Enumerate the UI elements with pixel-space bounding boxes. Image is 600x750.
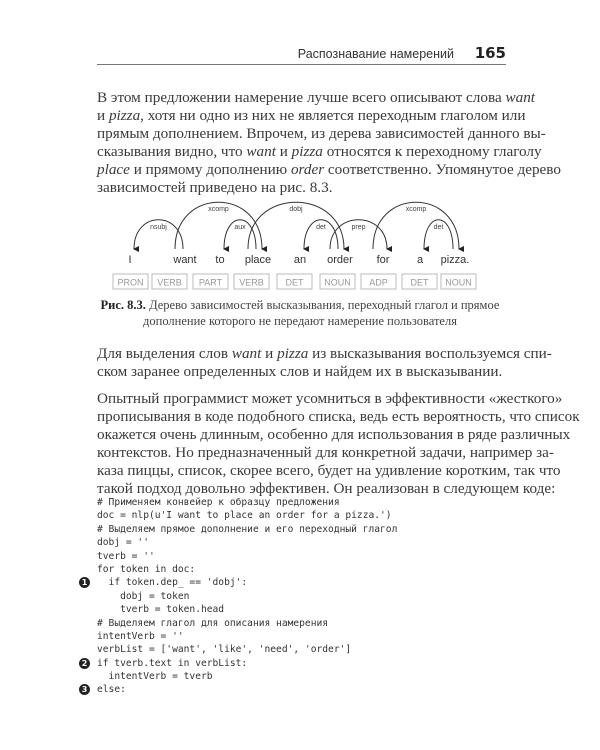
- text-line: [97, 363, 506, 381]
- text-run: В этом предложении намерение лучше всего описывают слова: [97, 89, 506, 106]
- token-word: I: [128, 254, 132, 266]
- code-line: [81, 576, 397, 589]
- text-line: [97, 408, 580, 426]
- emphasized-word: place: [97, 161, 130, 178]
- emphasized-word: want: [505, 89, 536, 106]
- pos-tag-label: ADP: [369, 277, 388, 288]
- code-line: [97, 536, 397, 549]
- pos-tag-label: NOUN: [445, 277, 472, 288]
- emphasized-word: pizza: [277, 345, 309, 362]
- code-line: [97, 670, 397, 683]
- code-text: if tverb.text in verbList:: [97, 657, 248, 669]
- paragraph-2: [97, 345, 552, 381]
- text-run: сказывания видно, что: [97, 143, 247, 160]
- pos-tag-label: DET: [285, 277, 304, 288]
- token-word: want: [173, 254, 197, 266]
- code-line: [97, 643, 397, 656]
- code-text: # Выделяем глагол для описания намерения: [97, 617, 329, 629]
- text-line: [97, 426, 571, 444]
- text-run: из высказывания воспользуемся спи-: [308, 345, 552, 362]
- code-line: [97, 590, 397, 603]
- paragraph-1: [97, 89, 561, 197]
- code-line: [97, 509, 397, 522]
- text-run: и: [275, 143, 292, 160]
- text-line: [97, 125, 546, 143]
- text-run: Опытный программист может усомниться в эффективности «жесткого»: [97, 390, 563, 407]
- code-line: [97, 617, 397, 630]
- text-run: контекстов. Но предназначенный для конкретной задачи, например за-: [97, 444, 554, 461]
- code-text: intentVerb = '': [97, 630, 184, 642]
- code-text: else:: [97, 684, 126, 696]
- code-text: dobj = token: [97, 590, 190, 602]
- code-line: [81, 683, 397, 696]
- dependency-label: xcomp: [208, 206, 229, 214]
- pos-tag-label: NOUN: [324, 277, 351, 288]
- chapter-title: Распознавание намерений: [297, 47, 454, 61]
- emphasized-word: pizza: [291, 143, 323, 160]
- token-word: order: [327, 254, 353, 266]
- caption-line-2: дополнение которого не передают намерение пользователя: [143, 314, 457, 328]
- code-line: [97, 496, 397, 509]
- token-word: place: [244, 254, 272, 266]
- code-line: [97, 630, 397, 643]
- callout-marker: 2: [79, 658, 90, 669]
- text-run: , хотя ни одно из них не является переходным глаголом или: [140, 107, 526, 124]
- text-line: [97, 390, 563, 408]
- text-line: [97, 462, 561, 480]
- text-run: прямым дополнением. Впрочем, из дерева зависимостей данного вы-: [97, 125, 546, 142]
- dependency-label: dobj: [289, 206, 303, 214]
- figure-caption: [80, 297, 520, 329]
- code-text: for token in doc:: [97, 563, 196, 575]
- text-run: ском заранее определенных слов и найдем их в высказывании.: [97, 363, 503, 380]
- token-word: for: [376, 254, 390, 266]
- code-line: [97, 550, 397, 563]
- text-line: [97, 107, 526, 125]
- pos-tag-label: PART: [198, 277, 223, 288]
- text-run: и прямому дополнению: [129, 161, 291, 178]
- dependency-tree-figure: [0, 200, 600, 295]
- emphasized-word: want: [246, 143, 276, 160]
- code-text: if token.dep_ == 'dobj':: [97, 577, 248, 589]
- text-run: соответственно. Упомянутое дерево: [324, 161, 561, 178]
- callout-marker: 3: [79, 684, 90, 695]
- running-header: [97, 44, 506, 65]
- text-run: Для выделения слов: [97, 345, 232, 362]
- pos-tag-label: DET: [410, 277, 429, 288]
- dependency-label: nsubj: [150, 223, 167, 231]
- dependency-label: aux: [234, 223, 246, 231]
- text-run: зависимостей приведено на рис. 8.3.: [97, 179, 333, 196]
- code-line: [97, 603, 397, 616]
- caption-label: Рис. 8.3.: [100, 298, 146, 312]
- text-run: каза пиццы, список, скорее всего, будет на удивление коротким, так что: [97, 462, 561, 479]
- dependency-label: prep: [351, 223, 366, 231]
- text-run: окажется очень длинным, особенно для использования в ряде различных: [97, 426, 571, 443]
- text-run: такой подход довольно эффективен. Он реализован в следующем коде:: [97, 480, 556, 497]
- pos-tag-label: PRON: [117, 277, 144, 288]
- code-text: # Выделяем прямое дополнение и его переходный глагол: [97, 523, 398, 535]
- emphasized-word: pizza: [108, 107, 141, 124]
- dependency-label: det: [433, 223, 444, 231]
- text-run: и: [97, 107, 109, 124]
- token-word: to: [215, 254, 225, 266]
- code-line: [97, 563, 397, 576]
- token-word: pizza.: [440, 254, 470, 266]
- code-text: tverb = token.head: [97, 604, 225, 616]
- code-line: [97, 523, 397, 536]
- page-number: 165: [474, 44, 506, 62]
- token-word: an: [293, 254, 307, 266]
- text-run: и: [261, 345, 278, 362]
- dependency-label: det: [316, 223, 326, 231]
- code-line: [81, 657, 397, 670]
- text-line: [97, 444, 554, 462]
- emphasized-word: order: [290, 161, 325, 178]
- emphasized-word: want: [231, 345, 262, 362]
- text-line: [97, 89, 536, 107]
- pos-tag-label: VERB: [157, 277, 182, 288]
- pos-tag-label: VERB: [239, 277, 264, 288]
- code-text: # Применяем конвейер к образцу предложения: [97, 497, 340, 508]
- text-line: [97, 345, 552, 363]
- code-text: verbList = ['want', 'like', 'need', 'order']: [97, 644, 352, 656]
- text-run: относятся к переходному глаголу: [322, 143, 542, 160]
- code-text: tverb = '': [97, 550, 155, 562]
- token-word: a: [416, 254, 424, 266]
- text-run: прописывания в коде подобного списка, ведь есть вероятность, что список: [97, 408, 580, 425]
- dependency-label: xcomp: [405, 206, 427, 214]
- text-line: [97, 143, 542, 161]
- code-text: intentVerb = tverb: [97, 671, 213, 683]
- code-text: doc = nlp(u'I want to place an order for a pizza.'): [97, 510, 392, 522]
- text-line: [97, 161, 561, 179]
- caption-line-1: Дерево зависимостей высказывания, переходный глагол и прямое: [145, 298, 500, 312]
- code-listing: [81, 496, 398, 697]
- paragraph-3: [97, 390, 580, 498]
- text-line: [97, 179, 506, 197]
- callout-marker: 1: [79, 577, 90, 588]
- code-text: dobj = '': [97, 537, 149, 549]
